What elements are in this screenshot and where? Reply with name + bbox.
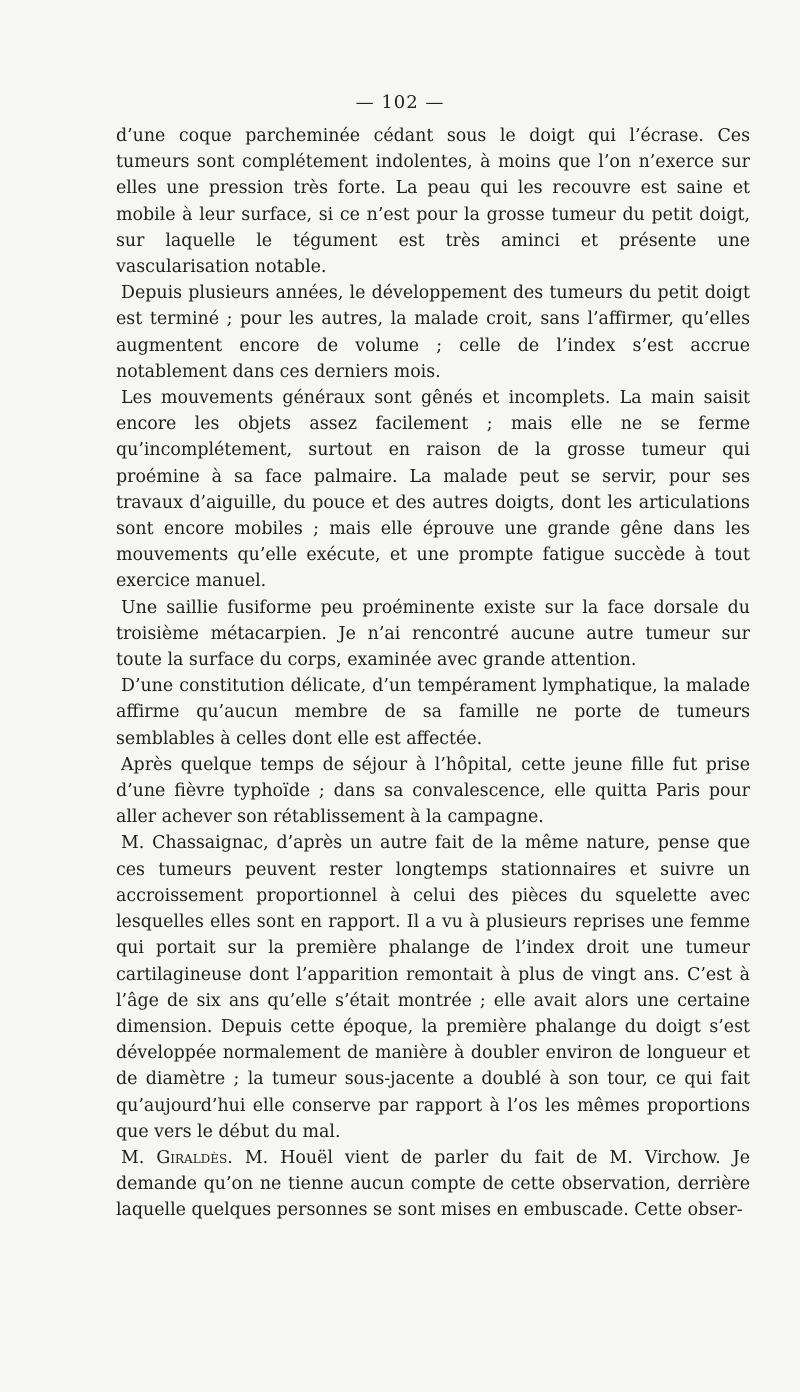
- paragraph: Une saillie fusiforme peu proéminente existe sur la face dorsale du troisième métacarpien. Je n’ai rencontré aucune autre tumeur sur toute la surface du corps, examinée avec grande attention.: [116, 597, 750, 671]
- speaker-name: M. Giraldès.: [121, 1147, 233, 1168]
- paragraph: Depuis plusieurs années, le développement des tumeurs du petit doigt est terminé ; pour les autres, la malade croit, sans l’affirmer, qu’elles augmentent encore de volume ; celle de l’index s’est accrue notablement dans ces derniers mois.: [116, 283, 750, 382]
- paragraph: d’une coque parcheminée cédant sous le doigt qui l’écrase. Ces tumeurs sont complétement indolentes, à moins que l’on n’exerce sur elles une pression très forte. La peau qui les recouvre est saine et mobile à leur surface, si ce n’est pour la grosse tumeur du petit doigt, sur laquelle le tégument est très aminci et présente une vascularisation notable.: [116, 126, 750, 278]
- body-text: [116, 123, 750, 1224]
- paragraph-text: M. Houël vient de parler du fait de M. Virchow. Je demande qu’on ne tienne aucun compte de cette observation, derrière laquelle quelques personnes se sont mises en embuscade. Cette obser-: [116, 1147, 750, 1221]
- page-number: — 102 —: [355, 92, 445, 113]
- paragraph: [116, 1145, 750, 1224]
- paragraph: Les mouvements généraux sont gênés et incomplets. La main saisit encore les objets assez facilement ; mais elle ne se ferme qu’incomplétement, surtout en raison de la grosse tumeur qui proémine à sa face palmaire. La malade peut se servir, pour ses travaux d’aiguille, du pouce et des autres doigts, dont les articulations sont encore mobiles ; mais elle éprouve une grande gêne dans les mouvements qu’elle exécute, et une prompte fatigue succède à tout exercice manuel.: [116, 388, 750, 592]
- paragraph: D’une constitution délicate, d’un tempérament lymphatique, la malade affirme qu’aucun membre de sa famille ne porte de tumeurs semblables à celles dont elle est affectée.: [116, 676, 750, 749]
- paragraph: Après quelque temps de séjour à l’hôpital, cette jeune fille fut prise d’une fièvre typhoïde ; dans sa convalescence, elle quitta Paris pour aller achever son rétablissement à la campagne.: [116, 754, 750, 828]
- paragraph: M. Chassaignac, d’après un autre fait de la même nature, pense que ces tumeurs peuvent rester longtemps stationnaires et suivre un accroissement proportionnel à celui des pièces du squelette avec lesquelles elles sont en rapport. Il a vu à plusieurs reprises une femme qui portait sur la première phalange de l’index droit une tumeur cartilagineuse dont l’apparition remontait à plus de vingt ans. C’est à l’âge de six ans qu’elle s’était montrée ; elle avait alors une certaine dimension. Depuis cette époque, la première phalange du doigt s’est développée normalement de manière à doubler environ de longueur et de diamètre ; la tumeur sous-jacente a doublé à son tour, ce qui fait qu’aujourd’hui elle conserve par rapport à l’os les mêmes proportions que vers le début du mal.: [116, 833, 750, 1142]
